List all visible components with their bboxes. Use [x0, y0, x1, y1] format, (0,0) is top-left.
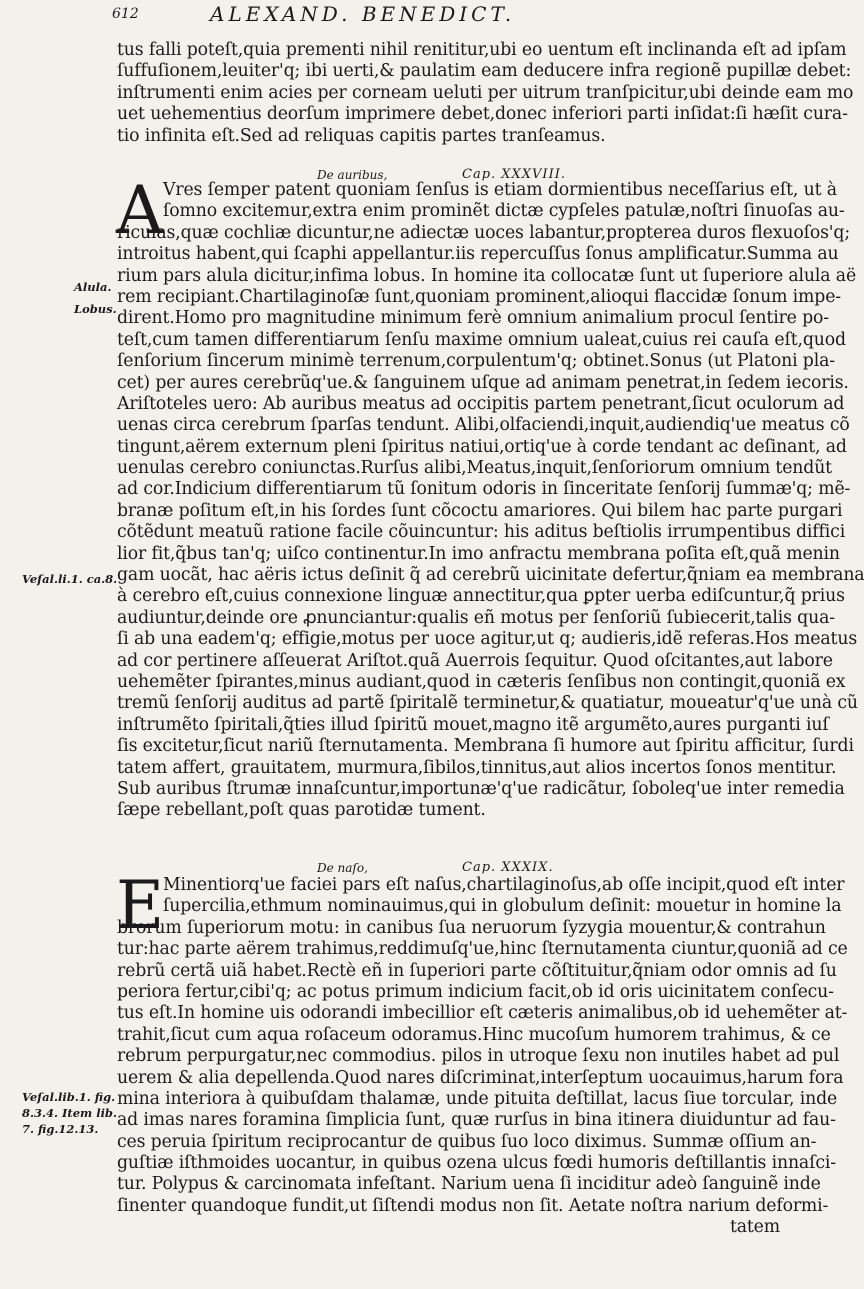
- drop-initial-a: A: [116, 172, 164, 249]
- margin-note-vesalius-figs-1: Veſal.lib.1. fig.: [22, 1090, 116, 1104]
- margin-note-vesalius: Veſal.li.1. ca.8.: [22, 572, 118, 586]
- chapter-title: De auribus,: [317, 168, 388, 182]
- text-line: ſinenter quandoque fundit,ut ſiſtendi modus non ſit. Aetate noſtra narium deformi-: [117, 1195, 829, 1216]
- text-line: rebrũ certã uiã habet.Rectè eñ in ſuperiori parte cõſtituitur,q̃niam odor omnis ad ſu: [117, 960, 837, 981]
- text-line: periora fertur,cibi'q; ac potus primum indicium facit,ob id oris uicinitatem conſecu-: [117, 981, 834, 1002]
- text-line: tus eſt.In homine uis odorandi imbecillior eſt cæteris animalibus,ob id uehemẽter at-: [117, 1003, 848, 1024]
- text-line: tremũ ſenſorij auditus ad partẽ ſpiritalẽ terminetur,& quatiatur, moueatur'q'ue unà cũ: [117, 693, 858, 714]
- drop-initial-e: E: [116, 867, 165, 944]
- text-line: Sub auribus ſtrumæ innaſcuntur,importunæ'q'ue radicãtur, ſoboleq'ue inter remedia: [117, 778, 845, 799]
- text-line: ad cor.Indicium differentiarum tũ ſonitum odoris in ſinceritate ſenſorij ſummæ'q; mẽ-: [117, 479, 851, 500]
- text-line: dirent.Homo pro magnitudine minimum ferè omnium animalium procul ſentire po-: [117, 308, 829, 329]
- text-line: uehemẽter ſpirantes,minus audiant,quod in cæteris ſenſibus non contingit,quoniã ex: [117, 671, 846, 692]
- text-line: audiuntur,deinde ore ꝓnunciantur:qualis eñ motus per ſenſoriũ ſubiecerit,talis qua-: [117, 607, 835, 628]
- text-line: ſis excitetur,ſicut nariũ ſternutamenta. Membrana ſi humore aut ſpiritu afficitur, ſurdi: [117, 736, 854, 757]
- text-line: ces peruia ſpiritum reciprocantur de quibus ſuo loco diximus. Summæ oſſium an-: [117, 1131, 817, 1152]
- text-line: tus falli poteſt,quia prementi nihil renititur,ubi eo uentum eſt inclinanda eſt ad ipſam: [117, 40, 847, 60]
- text-line: mina interiora à quibuſdam thalamæ, unde pituita deſtillat, lacus ſiue torcular, inde: [117, 1088, 838, 1109]
- text-line: à cerebro eſt,cuius connexione linguæ annectitur,qua ꝑpter uerba ediſcuntur,q̃ prius: [117, 586, 845, 607]
- text-line: Ariſtoteles uero: Ab auribus meatus ad occipitis partem penetrant,ſicut oculorum ad: [117, 393, 845, 414]
- text-line: tingunt,aërem externum pleni ſpiritus natiui,ortiq'ue à corde tendant ac deſinant, ad: [117, 436, 847, 457]
- text-line: ſenſorium ſincerum minimè terrenum,corpulentum'q; obtinet.Sonus (ut Platoni pla-: [117, 351, 835, 372]
- running-head: [0, 2, 800, 26]
- text-line: branæ poſitum eſt,in his ſordes ſunt cõcoctu amariores. Qui bilem hac parte purgari: [117, 500, 843, 521]
- text-line: guſtiæ iſthmoides uocantur, in quibus ozena ulcus fœdi humoris deſtillantis innaſci-: [117, 1153, 836, 1174]
- text-line: uenas circa cerebrum ſparſas tendunt. Alibi,olfaciendi,inquit,audiendiq'ue meatus cõ: [117, 415, 850, 436]
- margin-note-lobus: Lobus.: [74, 302, 117, 316]
- text-line: ad imas nares foramina ſimplicia ſunt, quæ rurſus in bina itinera diuiduntur ad fau-: [117, 1110, 836, 1131]
- text-line: tur. Polypus & carcinomata infeſtant. Narium uena ſi inciditur adeò ſanguinẽ inde: [117, 1174, 821, 1195]
- text-line: tur:hac parte aërem trahimus,reddimuſq'ue,hinc ſternutamenta ciuntur,quoniã ad ce: [117, 939, 848, 960]
- text-line: riculas,quæ cochliæ dicuntur,ne adiectæ uoces labantur,propterea duros flexuoſos'q;: [117, 222, 850, 243]
- text-line: ſi ab una eadem'q; effigie,motus per uoce agitur,ut q; audieris,idẽ referas.Hos meatus: [117, 629, 858, 650]
- text-line: Minentiorq'ue faciei pars eſt naſus,chartilaginoſus,ab oſſe incipit,quod eſt inter: [163, 875, 845, 895]
- text-line: introitus habent,qui ſcaphi appellantur.iis repercuſſus ſonus amplificatur.Summa au: [117, 244, 839, 265]
- text-line: brorum ſuperiorum motu: in canibus ſua neruorum ſyzygia mouentur,& contrahun: [117, 917, 826, 938]
- margin-note-alula: Alula.: [74, 280, 112, 294]
- text-line: inſtrumenti enim acies per corneam ueluti per uitrum tranſpicitur,ubi deinde eam mo: [117, 82, 854, 103]
- text-line: ſomno excitemur,extra enim prominẽt dictæ cypſeles patulæ,noſtri ſinuoſas au-: [163, 201, 845, 222]
- margin-note-vesalius-figs-2: 8.3.4. Item lib.: [22, 1106, 117, 1120]
- text-line: ad cor pertinere aſſeuerat Ariſtot.quã Auerrois ſequitur. Quod oſcitantes,aut labore: [117, 650, 833, 671]
- text-line: ſupercilia,ethmum nominauimus,qui in globulum deſinit: mouetur in homine la: [163, 896, 842, 917]
- text-line: inſtrumẽto ſpiritali,q̃ties illud ſpiritũ mouet,magno itẽ argumẽto,aures purganti iuſ: [117, 714, 829, 735]
- text-line: rem recipiant.Chartilaginoſæ ſunt,quoniam prominent,alioqui flaccidæ ſonum impe-: [117, 286, 841, 307]
- margin-note-vesalius-figs-3: 7. fig.12.13.: [22, 1122, 99, 1136]
- text-line: cet) per aures cerebrũq'ue.& ſanguinem uſque ad animam penetrat,in ſedem iecoris.: [117, 372, 849, 393]
- chapter-title: De naſo,: [317, 861, 368, 875]
- text-line: rium pars alula dicitur,infima lobus. In homine ita collocatæ ſunt ut ſuperiore alula aë: [117, 265, 857, 286]
- text-line: ſuffuſionem,leuiter'q; ibi uerti,& paulatim eam deducere infra regionẽ pupillæ debet:: [117, 61, 852, 82]
- text-line: uenulas cerebro coniunctas.Rurſus alibi,Meatus,inquit,ſenſoriorum omnium tendũt: [117, 458, 832, 479]
- chapter-number: Cap. XXXVIII.: [462, 167, 566, 182]
- text-line: rebrum perpurgatur,nec commodius. pilos in utroque ſexu non inutiles habet ad pul: [117, 1046, 840, 1067]
- running-title: ALEXAND. BENEDICT.: [210, 2, 516, 26]
- text-line: tatem affert, grauitatem, murmura,ſibilos,tinnitus,aut alios incertos ſonos mentitur.: [117, 757, 837, 778]
- text-line: tio infinita eſt.Sed ad reliquas capitis partes tranſeamus.: [117, 125, 606, 146]
- text-line: Vres ſemper patent quoniam ſenſus is etiam dormientibus neceſſarius eſt, ut à: [163, 180, 837, 200]
- text-line: uerem & alia depellenda.Quod nares diſcriminat,interſeptum uocauimus,harum fora: [117, 1067, 844, 1088]
- text-line: gam uocãt, hac aëris ictus deſinit q̃ ad cerebrũ uicinitate defertur,q̃niam ea membrana: [117, 565, 864, 586]
- text-line: trahit,ſicut cum aqua roſaceum odoramus.Hinc mucoſum humorem trahimus, & ce: [117, 1024, 831, 1045]
- catchword: tatem: [729, 1217, 780, 1238]
- text-line: ſæpe rebellant,poſt quas parotidæ tument.: [117, 800, 486, 821]
- block-intro: [117, 40, 854, 147]
- text-line: teſt,cum tamen differentiarum ſenſu maxime omnium ualeat,cuius rei cauſa eſt,quod: [117, 329, 846, 350]
- text-line: cõtẽdunt meatuũ ratione facile cõuincuntur: his aditus beſtiolis irrumpentibus diffici: [117, 522, 846, 543]
- text-line: uet uehementius deorſum imprimere debet,donec inferiori parti inſidat:ſi hæſit cura-: [117, 104, 848, 125]
- page-number: 612: [112, 6, 139, 22]
- text-line: lior fit,q̃bus tan'q; uiſco continentur.In imo anfractu membrana poſita eſt,quã menin: [117, 543, 840, 564]
- chapter-number: Cap. XXXIX.: [462, 860, 554, 875]
